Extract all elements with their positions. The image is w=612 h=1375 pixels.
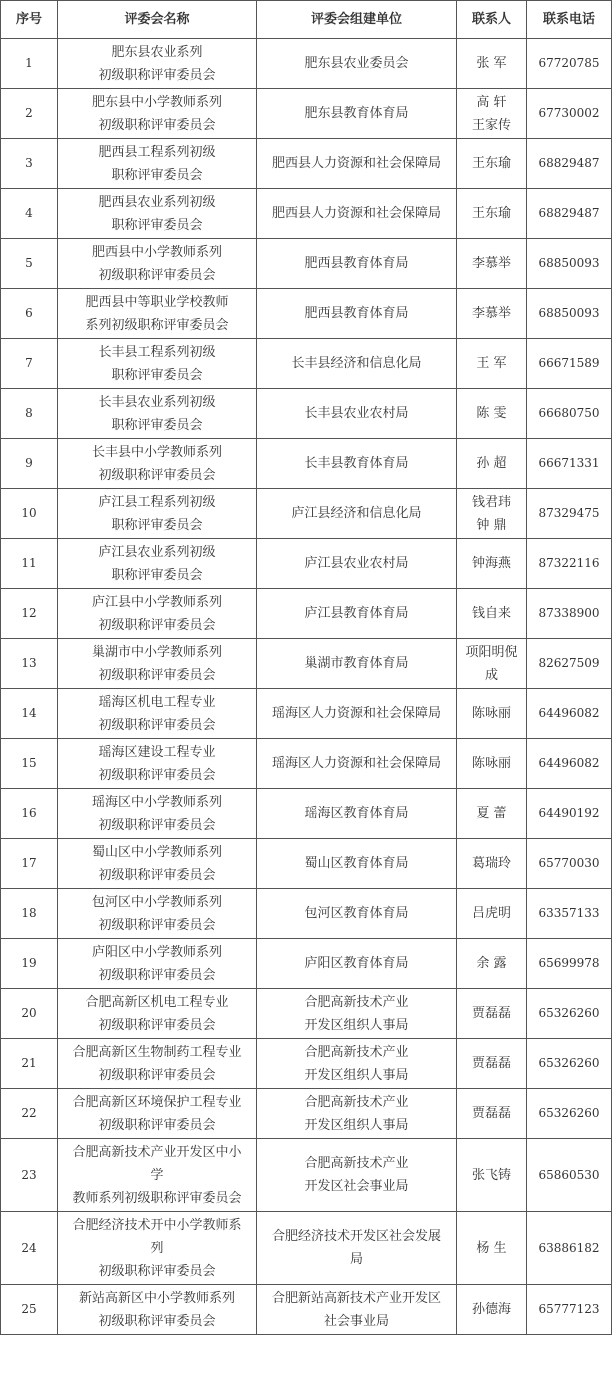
organizing-unit-line: 肥西县教育体育局	[304, 306, 409, 321]
contact-person-cell	[457, 339, 527, 389]
committee-name-line: 瑶海区机电工程专业	[98, 694, 216, 710]
committee-name-line: 肥东县中小学教师系列	[91, 94, 222, 110]
committee-name-cell	[58, 189, 257, 239]
organizing-unit-line: 肥西县人力资源和社会保障局	[271, 156, 441, 171]
organizing-unit-cell	[257, 839, 457, 889]
contact-person-line: 吕虎明	[471, 906, 511, 921]
organizing-unit-line: 合肥高新技术产业	[304, 994, 409, 1010]
organizing-unit-line: 长丰县经济和信息化局	[291, 356, 422, 371]
committee-name-line: 教师系列初级职称评审委员会	[72, 1190, 242, 1206]
committee-name-line: 巢湖市中小学教师系列	[91, 644, 222, 660]
organizing-unit-line: 合肥经济技术开发区社会发展	[271, 1229, 441, 1244]
contact-person-cell	[457, 139, 527, 189]
table-row	[1, 289, 612, 339]
row-index: 10	[1, 489, 58, 539]
contact-phone: 66680750	[527, 389, 612, 439]
row-index: 25	[1, 1285, 58, 1335]
organizing-unit-line: 长丰县教育体育局	[304, 456, 409, 471]
row-index: 13	[1, 639, 58, 689]
organizing-unit-line: 肥西县人力资源和社会保障局	[271, 206, 441, 221]
committee-name-line: 初级职称评审委员会	[98, 67, 216, 83]
organizing-unit-line: 庐江县教育体育局	[304, 606, 409, 621]
contact-person-cell	[457, 39, 527, 89]
contact-person-cell	[457, 89, 527, 139]
row-index: 3	[1, 139, 58, 189]
organizing-unit-line: 长丰县农业农村局	[304, 406, 409, 421]
contact-phone: 64496082	[527, 739, 612, 789]
committee-name-line: 庐江县中小学教师系列	[91, 594, 222, 610]
committee-name-cell	[58, 739, 257, 789]
committee-name-cell	[58, 1039, 257, 1089]
header-contact-phone: 联系电话	[527, 1, 612, 39]
organizing-unit-cell	[257, 639, 457, 689]
organizing-unit-line: 社会事业局	[323, 1313, 389, 1329]
committee-name-line: 初级职称评审委员会	[98, 917, 216, 933]
contact-phone: 68850093	[527, 239, 612, 289]
committee-name-cell	[58, 939, 257, 989]
committee-name-line: 蜀山区中小学教师系列	[91, 844, 222, 860]
committee-name-cell	[58, 289, 257, 339]
organizing-unit-cell	[257, 1212, 457, 1285]
header-committee-name: 评委会名称	[58, 1, 257, 39]
organizing-unit-cell	[257, 889, 457, 939]
committee-name-cell	[58, 239, 257, 289]
committee-name-cell	[58, 339, 257, 389]
committee-name-line: 长丰县工程系列初级	[98, 344, 216, 360]
contact-phone: 87322116	[527, 539, 612, 589]
organizing-unit-cell	[257, 89, 457, 139]
contact-person-cell	[457, 1039, 527, 1089]
contact-phone: 68850093	[527, 289, 612, 339]
committee-name-line: 包河区中小学教师系列	[91, 894, 222, 910]
contact-person-line: 王东瑜	[471, 156, 511, 171]
row-index: 18	[1, 889, 58, 939]
contact-person-cell	[457, 389, 527, 439]
organizing-unit-line: 合肥高新技术产业	[304, 1156, 409, 1171]
table-row	[1, 339, 612, 389]
organizing-unit-cell	[257, 539, 457, 589]
table-row	[1, 689, 612, 739]
committee-name-line: 庐江县农业系列初级	[98, 544, 216, 560]
contact-phone: 65777123	[527, 1285, 612, 1335]
committee-name-line: 系列初级职称评审委员会	[85, 317, 229, 333]
committee-name-line: 职称评审委员会	[111, 217, 203, 233]
contact-person-cell	[457, 489, 527, 539]
row-index: 20	[1, 989, 58, 1039]
contact-person-cell	[457, 439, 527, 489]
contact-person-cell	[457, 239, 527, 289]
table-row	[1, 439, 612, 489]
committee-name-cell	[58, 889, 257, 939]
organizing-unit-line: 开发区组织人事局	[304, 1017, 409, 1033]
committee-name-line: 职称评审委员会	[111, 167, 203, 183]
contact-person-cell	[457, 1089, 527, 1139]
contact-person-line: 李慕举	[471, 306, 511, 321]
organizing-unit-line: 包河区教育体育局	[304, 906, 409, 921]
organizing-unit-cell	[257, 389, 457, 439]
row-index: 8	[1, 389, 58, 439]
committee-name-cell	[58, 1089, 257, 1139]
committee-name-line: 初级职称评审委员会	[98, 1067, 216, 1083]
table-row	[1, 189, 612, 239]
table-row	[1, 39, 612, 89]
contact-phone: 65326260	[527, 1039, 612, 1089]
committee-name-line: 职称评审委员会	[111, 567, 203, 583]
committee-name-line: 瑶海区建设工程专业	[98, 744, 216, 760]
committee-name-cell	[58, 439, 257, 489]
table-row	[1, 89, 612, 139]
committee-name-cell	[58, 139, 257, 189]
header-organizing-unit: 评委会组建单位	[257, 1, 457, 39]
organizing-unit-line: 蜀山区教育体育局	[304, 856, 409, 871]
contact-person-line: 钱自来	[471, 606, 511, 621]
organizing-unit-line: 局	[349, 1252, 363, 1267]
table-row	[1, 939, 612, 989]
committee-name-line: 初级职称评审委员会	[98, 1263, 216, 1279]
committee-name-line: 职称评审委员会	[111, 517, 203, 533]
row-index: 15	[1, 739, 58, 789]
contact-phone: 68829487	[527, 139, 612, 189]
committee-name-line: 初级职称评审委员会	[98, 1117, 216, 1133]
organizing-unit-cell	[257, 239, 457, 289]
contact-person-line: 项阳明倪	[465, 644, 518, 660]
organizing-unit-line: 瑶海区教育体育局	[304, 806, 409, 821]
committee-name-line: 初级职称评审委员会	[98, 1313, 216, 1329]
row-index: 14	[1, 689, 58, 739]
table-row	[1, 239, 612, 289]
row-index: 23	[1, 1139, 58, 1212]
committee-name-cell	[58, 89, 257, 139]
organizing-unit-cell	[257, 139, 457, 189]
organizing-unit-line: 肥东县农业委员会	[304, 56, 409, 71]
contact-person-line: 陈咏丽	[471, 706, 511, 721]
committee-name-line: 初级职称评审委员会	[98, 1017, 216, 1033]
contact-person-cell	[457, 1139, 527, 1212]
committee-name-cell	[58, 539, 257, 589]
row-index: 22	[1, 1089, 58, 1139]
organizing-unit-line: 开发区组织人事局	[304, 1067, 409, 1083]
organizing-unit-line: 合肥高新技术产业	[304, 1094, 409, 1110]
committee-name-cell	[58, 489, 257, 539]
committee-name-line: 初级职称评审委员会	[98, 117, 216, 133]
contact-person-cell	[457, 589, 527, 639]
committee-name-cell	[58, 639, 257, 689]
committee-name-cell	[58, 589, 257, 639]
committee-name-line: 合肥高新区环境保护工程专业	[72, 1094, 242, 1110]
organizing-unit-line: 开发区社会事业局	[304, 1179, 409, 1194]
header-index: 序号	[1, 1, 58, 39]
committee-name-line: 初级职称评审委员会	[98, 267, 216, 283]
contact-phone: 65699978	[527, 939, 612, 989]
committee-name-line: 庐江县工程系列初级	[98, 494, 216, 510]
committee-name-line: 学	[150, 1167, 164, 1183]
table-row	[1, 489, 612, 539]
committee-name-line: 初级职称评审委员会	[98, 867, 216, 883]
contact-phone: 87329475	[527, 489, 612, 539]
committee-name-line: 初级职称评审委员会	[98, 717, 216, 733]
contact-phone: 63357133	[527, 889, 612, 939]
contact-person-line: 张飞铸	[471, 1167, 511, 1183]
row-index: 16	[1, 789, 58, 839]
committee-name-line: 合肥高新区生物制药工程专业	[72, 1044, 242, 1060]
organizing-unit-cell	[257, 939, 457, 989]
committee-name-line: 肥西县中小学教师系列	[91, 244, 222, 260]
table-row	[1, 589, 612, 639]
contact-phone: 65860530	[527, 1139, 612, 1212]
row-index: 7	[1, 339, 58, 389]
committee-name-line: 合肥经济技术开中小学教师系	[72, 1217, 242, 1233]
organizing-unit-cell	[257, 39, 457, 89]
contact-person-cell	[457, 1285, 527, 1335]
organizing-unit-cell	[257, 489, 457, 539]
organizing-unit-line: 巢湖市教育体育局	[304, 656, 409, 671]
contact-person-cell	[457, 989, 527, 1039]
organizing-unit-cell	[257, 1285, 457, 1335]
contact-person-line: 王 军	[476, 356, 507, 371]
contact-person-line: 余 露	[476, 956, 507, 971]
contact-phone: 68829487	[527, 189, 612, 239]
committee-name-cell	[58, 789, 257, 839]
row-index: 6	[1, 289, 58, 339]
contact-person-line: 成	[484, 667, 498, 683]
table-row	[1, 1285, 612, 1335]
row-index: 5	[1, 239, 58, 289]
contact-person-cell	[457, 1212, 527, 1285]
organizing-unit-line: 肥西县教育体育局	[304, 256, 409, 271]
table-row	[1, 739, 612, 789]
committee-name-cell	[58, 989, 257, 1039]
contact-person-cell	[457, 189, 527, 239]
contact-person-cell	[457, 839, 527, 889]
committee-name-line: 初级职称评审委员会	[98, 467, 216, 483]
row-index: 19	[1, 939, 58, 989]
organizing-unit-cell	[257, 339, 457, 389]
contact-phone: 63886182	[527, 1212, 612, 1285]
contact-phone: 87338900	[527, 589, 612, 639]
contact-person-line: 杨 生	[476, 1240, 507, 1256]
contact-person-cell	[457, 739, 527, 789]
contact-person-line: 李慕举	[471, 256, 511, 271]
contact-phone: 64490192	[527, 789, 612, 839]
committee-name-line: 初级职称评审委员会	[98, 767, 216, 783]
committee-name-cell	[58, 839, 257, 889]
row-index: 1	[1, 39, 58, 89]
contact-person-line: 孙德海	[471, 1302, 511, 1317]
committee-name-line: 长丰县中小学教师系列	[91, 444, 222, 460]
contact-person-line: 贾磊磊	[471, 1106, 511, 1121]
row-index: 17	[1, 839, 58, 889]
organizing-unit-line: 合肥新站高新技术产业开发区	[271, 1290, 441, 1306]
contact-person-line: 孙 超	[476, 456, 507, 471]
table-row	[1, 1212, 612, 1285]
contact-person-line: 张 军	[476, 56, 507, 71]
organizing-unit-line: 庐阳区教育体育局	[304, 956, 409, 971]
table-row	[1, 639, 612, 689]
organizing-unit-cell	[257, 439, 457, 489]
organizing-unit-cell	[257, 1089, 457, 1139]
organizing-unit-cell	[257, 589, 457, 639]
contact-person-line: 钟 鼎	[476, 517, 507, 533]
table-row	[1, 1139, 612, 1212]
committee-name-cell	[58, 689, 257, 739]
table-header-row	[1, 1, 612, 39]
contact-person-cell	[457, 539, 527, 589]
contact-phone: 65326260	[527, 1089, 612, 1139]
committee-name-line: 合肥高新技术产业开发区中小	[72, 1144, 242, 1160]
committee-name-line: 职称评审委员会	[111, 417, 203, 433]
contact-person-line: 夏 蕾	[476, 806, 507, 821]
table-row	[1, 839, 612, 889]
row-index: 21	[1, 1039, 58, 1089]
committee-name-line: 初级职称评审委员会	[98, 817, 216, 833]
organizing-unit-line: 庐江县经济和信息化局	[291, 506, 422, 521]
contact-person-cell	[457, 939, 527, 989]
organizing-unit-line: 合肥高新技术产业	[304, 1044, 409, 1060]
header-contact-person: 联系人	[457, 1, 527, 39]
row-index: 12	[1, 589, 58, 639]
committee-name-line: 初级职称评审委员会	[98, 667, 216, 683]
table-row	[1, 389, 612, 439]
contact-person-cell	[457, 789, 527, 839]
committee-name-cell	[58, 39, 257, 89]
contact-person-line: 贾磊磊	[471, 1056, 511, 1071]
contact-phone: 67720785	[527, 39, 612, 89]
organizing-unit-cell	[257, 739, 457, 789]
row-index: 11	[1, 539, 58, 589]
table-body	[1, 39, 612, 1335]
contact-phone: 82627509	[527, 639, 612, 689]
row-index: 24	[1, 1212, 58, 1285]
committee-name-line: 合肥高新区机电工程专业	[85, 994, 229, 1010]
committee-name-line: 初级职称评审委员会	[98, 967, 216, 983]
row-index: 4	[1, 189, 58, 239]
organizing-unit-cell	[257, 789, 457, 839]
organizing-unit-line: 瑶海区人力资源和社会保障局	[271, 706, 441, 721]
contact-person-line: 王东瑜	[471, 206, 511, 221]
organizing-unit-line: 瑶海区人力资源和社会保障局	[271, 756, 441, 771]
organizing-unit-cell	[257, 689, 457, 739]
committee-name-line: 肥西县中等职业学校教师	[85, 294, 229, 310]
contact-person-line: 葛瑞玲	[471, 856, 511, 871]
contact-phone: 65770030	[527, 839, 612, 889]
organizing-unit-cell	[257, 1139, 457, 1212]
contact-phone: 66671589	[527, 339, 612, 389]
contact-phone: 65326260	[527, 989, 612, 1039]
row-index: 2	[1, 89, 58, 139]
table-row	[1, 1089, 612, 1139]
row-index: 9	[1, 439, 58, 489]
contact-person-cell	[457, 889, 527, 939]
committee-name-line: 列	[150, 1240, 164, 1256]
committee-name-cell	[58, 1139, 257, 1212]
committee-name-line: 肥东县农业系列	[111, 44, 203, 60]
contact-person-cell	[457, 639, 527, 689]
table-row	[1, 789, 612, 839]
committee-name-line: 瑶海区中小学教师系列	[91, 794, 222, 810]
contact-phone: 67730002	[527, 89, 612, 139]
organizing-unit-cell	[257, 1039, 457, 1089]
table-row	[1, 1039, 612, 1089]
contact-person-line: 贾磊磊	[471, 1006, 511, 1021]
committee-name-cell	[58, 389, 257, 439]
committee-name-line: 新站高新区中小学教师系列	[78, 1290, 235, 1306]
contact-phone: 66671331	[527, 439, 612, 489]
committee-name-line: 职称评审委员会	[111, 367, 203, 383]
contact-person-line: 钟海燕	[471, 556, 511, 571]
committee-name-cell	[58, 1212, 257, 1285]
committee-name-cell	[58, 1285, 257, 1335]
contact-person-line: 陈 雯	[476, 406, 507, 421]
organizing-unit-cell	[257, 989, 457, 1039]
committee-name-line: 初级职称评审委员会	[98, 617, 216, 633]
table-row	[1, 989, 612, 1039]
committee-name-line: 庐阳区中小学教师系列	[91, 944, 222, 960]
table-row	[1, 889, 612, 939]
table-row	[1, 539, 612, 589]
organizing-unit-line: 庐江县农业农村局	[304, 556, 409, 571]
organizing-unit-line: 肥东县教育体育局	[304, 106, 409, 121]
contact-person-cell	[457, 289, 527, 339]
contact-person-cell	[457, 689, 527, 739]
contact-person-line: 王家传	[471, 117, 511, 133]
table-row	[1, 139, 612, 189]
organizing-unit-line: 开发区组织人事局	[304, 1117, 409, 1133]
committee-name-line: 肥西县工程系列初级	[98, 144, 216, 160]
committee-name-line: 长丰县农业系列初级	[98, 394, 216, 410]
contact-person-line: 钱君玮	[471, 494, 511, 510]
contact-person-line: 高 轩	[476, 94, 507, 110]
contact-phone: 64496082	[527, 689, 612, 739]
committee-name-line: 肥西县农业系列初级	[98, 194, 216, 210]
organizing-unit-cell	[257, 189, 457, 239]
contact-person-line: 陈咏丽	[471, 756, 511, 771]
organizing-unit-cell	[257, 289, 457, 339]
